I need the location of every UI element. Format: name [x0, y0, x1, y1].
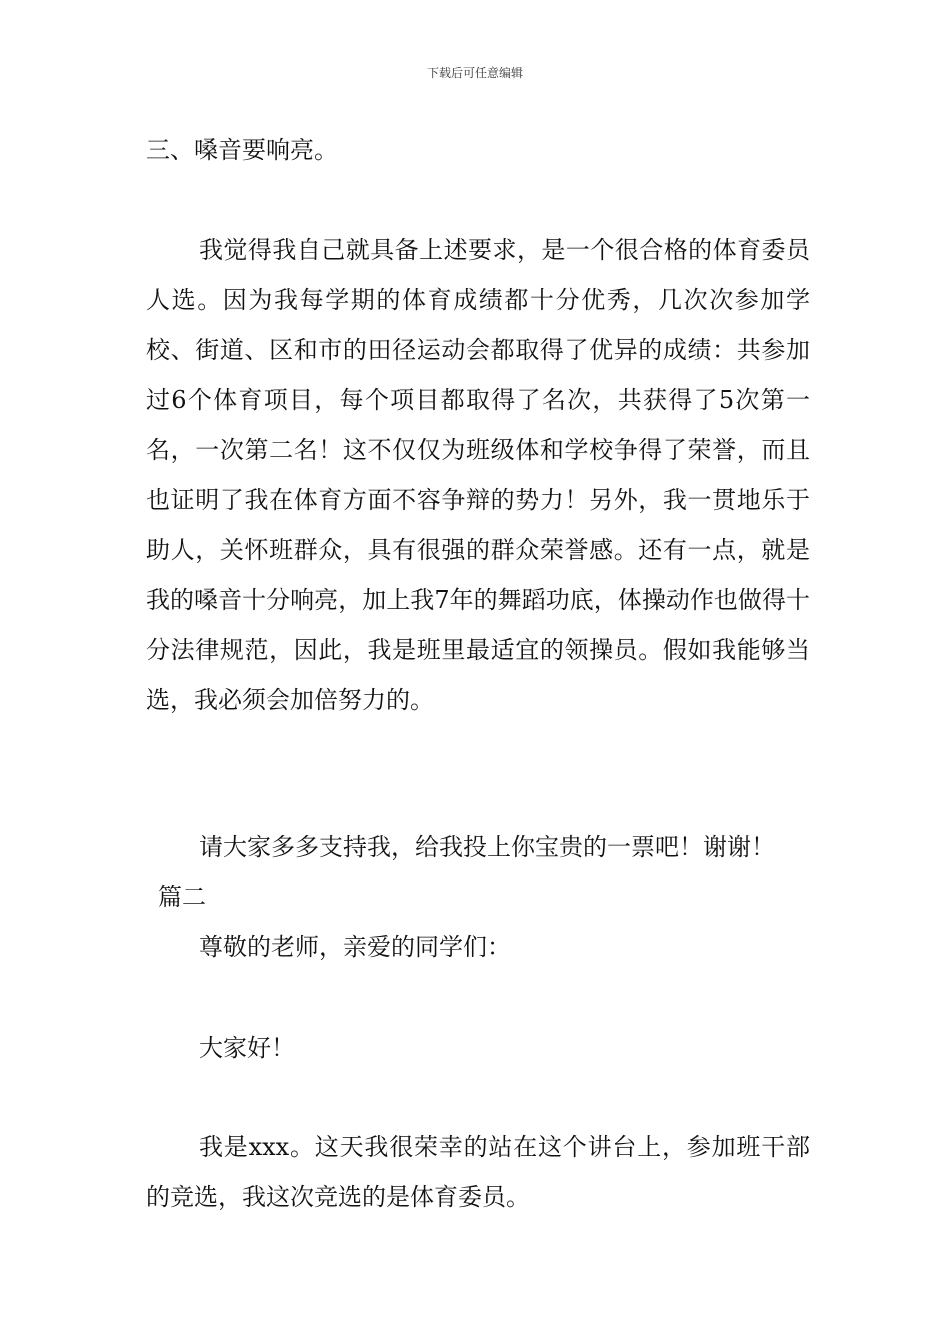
part-label: 篇二: [158, 883, 206, 911]
page-header: 下载后可任意编辑: [426, 66, 523, 80]
appeal-paragraph: 请大家多多支持我，给我投上你宝贵的一票吧！谢谢！: [199, 833, 775, 861]
body-paragraph: 我觉得我自己就具备上述要求，是一个很合格的体育委员人选。因为我每学期的体育成绩都十分优秀，几次次参加学校、街道、区和市的田径运动会都取得了优异的成绩：共参加过6个体育项目，每个项目都取得了名次，共获得了5次第一名，一次第二名！这不仅仅为班级体和学校争得了荣誉，而且也证明了我在体育方面不容争辩的势力！另外，我一贯地乐于助人，关怀班群众，具有很强的群众荣誉感。还有一点，就是我的嗓音十分响亮，加上我7年的舞蹈功底，体操动作也做得十分法律规范，因此，我是班里最适宜的领操员。假如我能够当选，我必须会加倍努力的。: [146, 236, 810, 714]
salutation: 尊敬的老师，亲爱的同学们：: [199, 933, 511, 961]
intro-paragraph: 我是xxx。这天我很荣幸的站在这个讲台上，参加班干部的竞选，我这次竞选的是体育委员。: [146, 1133, 810, 1211]
greeting: 大家好！: [199, 1034, 295, 1062]
section-heading: 三、嗓音要响亮。: [146, 136, 338, 164]
